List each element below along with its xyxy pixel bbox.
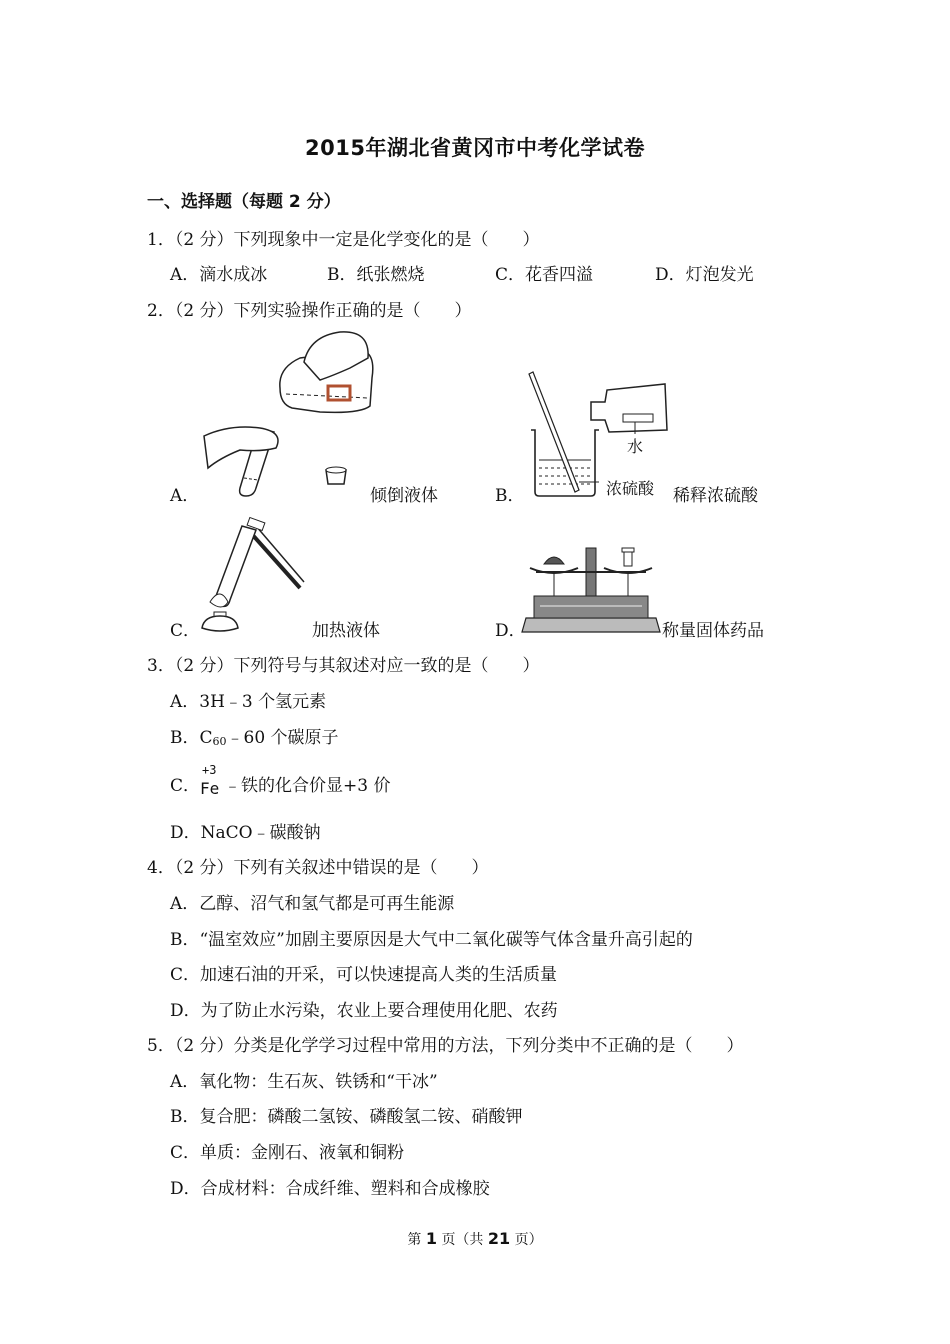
q2-option-c[interactable]: C． [170,621,201,641]
q2-stem: 2．（2 分）下列实验操作正确的是（ ） [147,301,472,321]
q5-stem: 5．（2 分）分类是化学学习过程中常用的方法，下列分类中不正确的是（ ） [147,1036,744,1056]
balance-figure [520,540,662,636]
q2-option-d[interactable]: D． [495,621,526,641]
q4-option-c[interactable]: C．加速石油的开采，可以快速提高人类的生活质量 [170,965,558,985]
q2-option-a-label: 倾倒液体 [370,486,438,506]
q4-stem: 4．（2 分）下列有关叙述中错误的是（ ） [147,858,489,878]
section-title: 一、选择题（每题 2 分） [147,192,341,212]
q5-option-a[interactable]: A．氧化物：生石灰、铁锈和“干冰” [170,1072,438,1092]
q3-option-c-prefix[interactable]: C． [170,776,201,796]
q3-stem: 3．（2 分）下列符号与其叙述对应一致的是（ ） [147,656,540,676]
q3-option-b-subscript: 60 [212,735,227,748]
q1-option-c[interactable]: C．花香四溢 [495,265,594,285]
q1-option-d[interactable]: D．灯泡发光 [655,265,754,285]
q2-b-label-water: 水 [627,437,644,456]
q5-option-c[interactable]: C．单质：金刚石、液氧和铜粉 [170,1143,405,1163]
q3-option-b-prefix: B．C [170,728,213,748]
q4-option-a[interactable]: A．乙醇、沼气和氢气都是可再生能源 [170,894,455,914]
pouring-liquid-figure [200,328,380,498]
footer-post: 页） [514,1232,543,1248]
q2-b-label-acid: 浓硫酸 [606,479,655,498]
q2-option-b-label: 稀释浓硫酸 [673,486,758,506]
q1-option-b[interactable]: B．纸张燃烧 [327,265,425,285]
page-footer [0,1229,950,1249]
q3-option-b-text: ﹣60 个碳原子 [226,728,339,748]
q2-option-b[interactable]: B． [495,486,525,506]
q1-option-a[interactable]: A．滴水成冰 [170,265,268,285]
footer-total-pages: 21 [487,1229,511,1248]
q1-stem: 1．（2 分）下列现象中一定是化学变化的是（ ） [147,230,540,250]
fe-valence-sup: +3 [202,763,217,777]
fe-symbol: Fe [200,779,220,798]
q2-option-d-label: 称量固体药品 [662,621,764,641]
footer-mid: 页（共 [441,1232,484,1248]
q5-option-b[interactable]: B．复合肥：磷酸二氢铵、磷酸氢二铵、硝酸钾 [170,1107,523,1127]
footer-pre: 第 [407,1232,422,1248]
q3-option-a[interactable]: A．3H﹣3 个氢元素 [170,692,327,712]
q3-option-b[interactable] [170,723,339,748]
q4-option-b[interactable]: B．“温室效应”加剧主要原因是大气中二氧化碳等气体含量升高引起的 [170,930,693,950]
q2-option-c-label: 加热液体 [312,621,380,641]
fe-valence-symbol [200,763,224,799]
q5-option-d[interactable]: D．合成材料：合成纤维、塑料和合成橡胶 [170,1179,490,1199]
q3-option-d[interactable]: D．NaCO﹣碳酸钠 [170,823,321,843]
q3-option-c-text: ﹣铁的化合价显+3 价 [224,776,391,796]
q2-option-a[interactable]: A． [170,486,200,506]
page-title: 2015年湖北省黄冈市中考化学试卷 [305,136,645,160]
footer-page-number: 1 [425,1229,437,1248]
q4-option-d[interactable]: D．为了防止水污染，农业上要合理使用化肥、农药 [170,1001,558,1021]
heating-liquid-figure [198,516,308,634]
